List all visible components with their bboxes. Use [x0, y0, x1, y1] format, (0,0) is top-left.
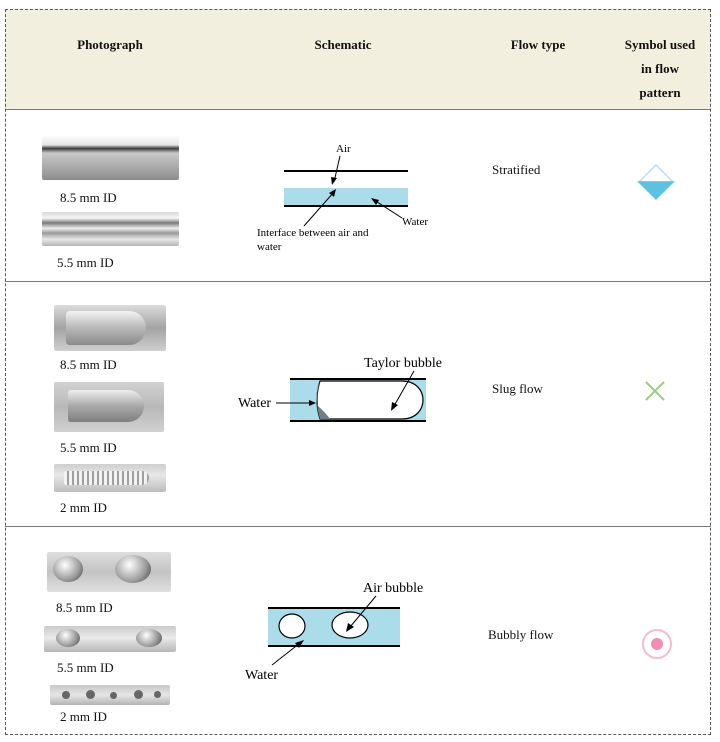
row-divider: [5, 526, 711, 527]
air-bubble-photo: [154, 691, 161, 698]
photo-label: 2 mm ID: [60, 500, 107, 515]
photo-label: 5.5 mm ID: [57, 255, 114, 270]
air-bubble-label: Air bubble: [363, 581, 424, 596]
flow-type-slug: Slug flow: [492, 381, 543, 396]
row-divider: [5, 281, 711, 282]
flow-type-bubbly: Bubbly flow: [488, 627, 554, 642]
header-schematic: Schematic: [314, 37, 372, 52]
tube-photo-2mm: [50, 685, 170, 705]
diamond-bottom: [639, 182, 673, 199]
tube-photo-2mm: [54, 464, 166, 492]
air-bubble-photo: [86, 690, 95, 699]
bubbly-flow-schematic: [240, 575, 450, 690]
photo-label: 8.5 mm ID: [60, 357, 117, 372]
water-label: Water: [238, 396, 272, 411]
interface-label-line2: water: [257, 241, 282, 253]
air-label: Air: [336, 143, 351, 155]
flow-type-stratified: Stratified: [492, 162, 541, 177]
stratified-schematic: [240, 130, 440, 260]
small-air-bubble: [279, 614, 305, 638]
tube-photo-8-5mm: [47, 552, 171, 592]
target-circle-icon: [640, 627, 674, 661]
photo-label: 8.5 mm ID: [60, 190, 117, 205]
air-bubble-photo: [56, 629, 80, 647]
taylor-bubble-label: Taylor bubble: [364, 356, 442, 371]
slug-flow-schematic: [232, 350, 452, 430]
taylor-bubble-photo: [66, 311, 146, 345]
air-arrowhead: [331, 177, 337, 185]
air-bubble-photo: [134, 690, 143, 699]
header-symbol: [605, 33, 715, 105]
taylor-bubble-shape: [317, 381, 423, 419]
photo-label: 5.5 mm ID: [60, 440, 117, 455]
x-cross-icon: [642, 378, 668, 404]
header-symbol-line2: in flow: [641, 61, 679, 76]
air-bubble-photo: [62, 691, 70, 699]
diamond-top: [639, 165, 673, 182]
half-filled-diamond-icon: [637, 163, 675, 201]
target-center-dot: [651, 638, 663, 650]
photo-label: 8.5 mm ID: [56, 600, 113, 615]
air-bubble-photo: [136, 629, 162, 647]
photo-label: 5.5 mm ID: [57, 660, 114, 675]
taylor-bubble-photo: [68, 390, 144, 422]
tube-photo-5-5mm: [44, 626, 176, 652]
header-symbol-line3: pattern: [639, 85, 681, 100]
header-symbol-line1: Symbol used: [624, 37, 696, 52]
air-bubble-photo: [110, 692, 117, 699]
photo-label: 2 mm ID: [60, 709, 107, 724]
water-layer: [284, 188, 408, 206]
air-bubble-photo: [115, 555, 151, 583]
water-label: Water: [402, 216, 428, 228]
header-photograph: Photograph: [77, 37, 143, 52]
tube-photo-8-5mm: [54, 305, 166, 351]
tube-photo-5-5mm: [54, 382, 164, 432]
tube-photo-5-5mm: [42, 212, 179, 246]
taylor-bubble-photo: [64, 471, 149, 485]
header-flow-type: Flow type: [510, 37, 566, 52]
tube-photo-8-5mm: [42, 135, 179, 180]
air-bubble-photo: [53, 556, 83, 582]
interface-label-line1: Interface between air and: [257, 227, 369, 239]
water-label: Water: [245, 668, 279, 683]
